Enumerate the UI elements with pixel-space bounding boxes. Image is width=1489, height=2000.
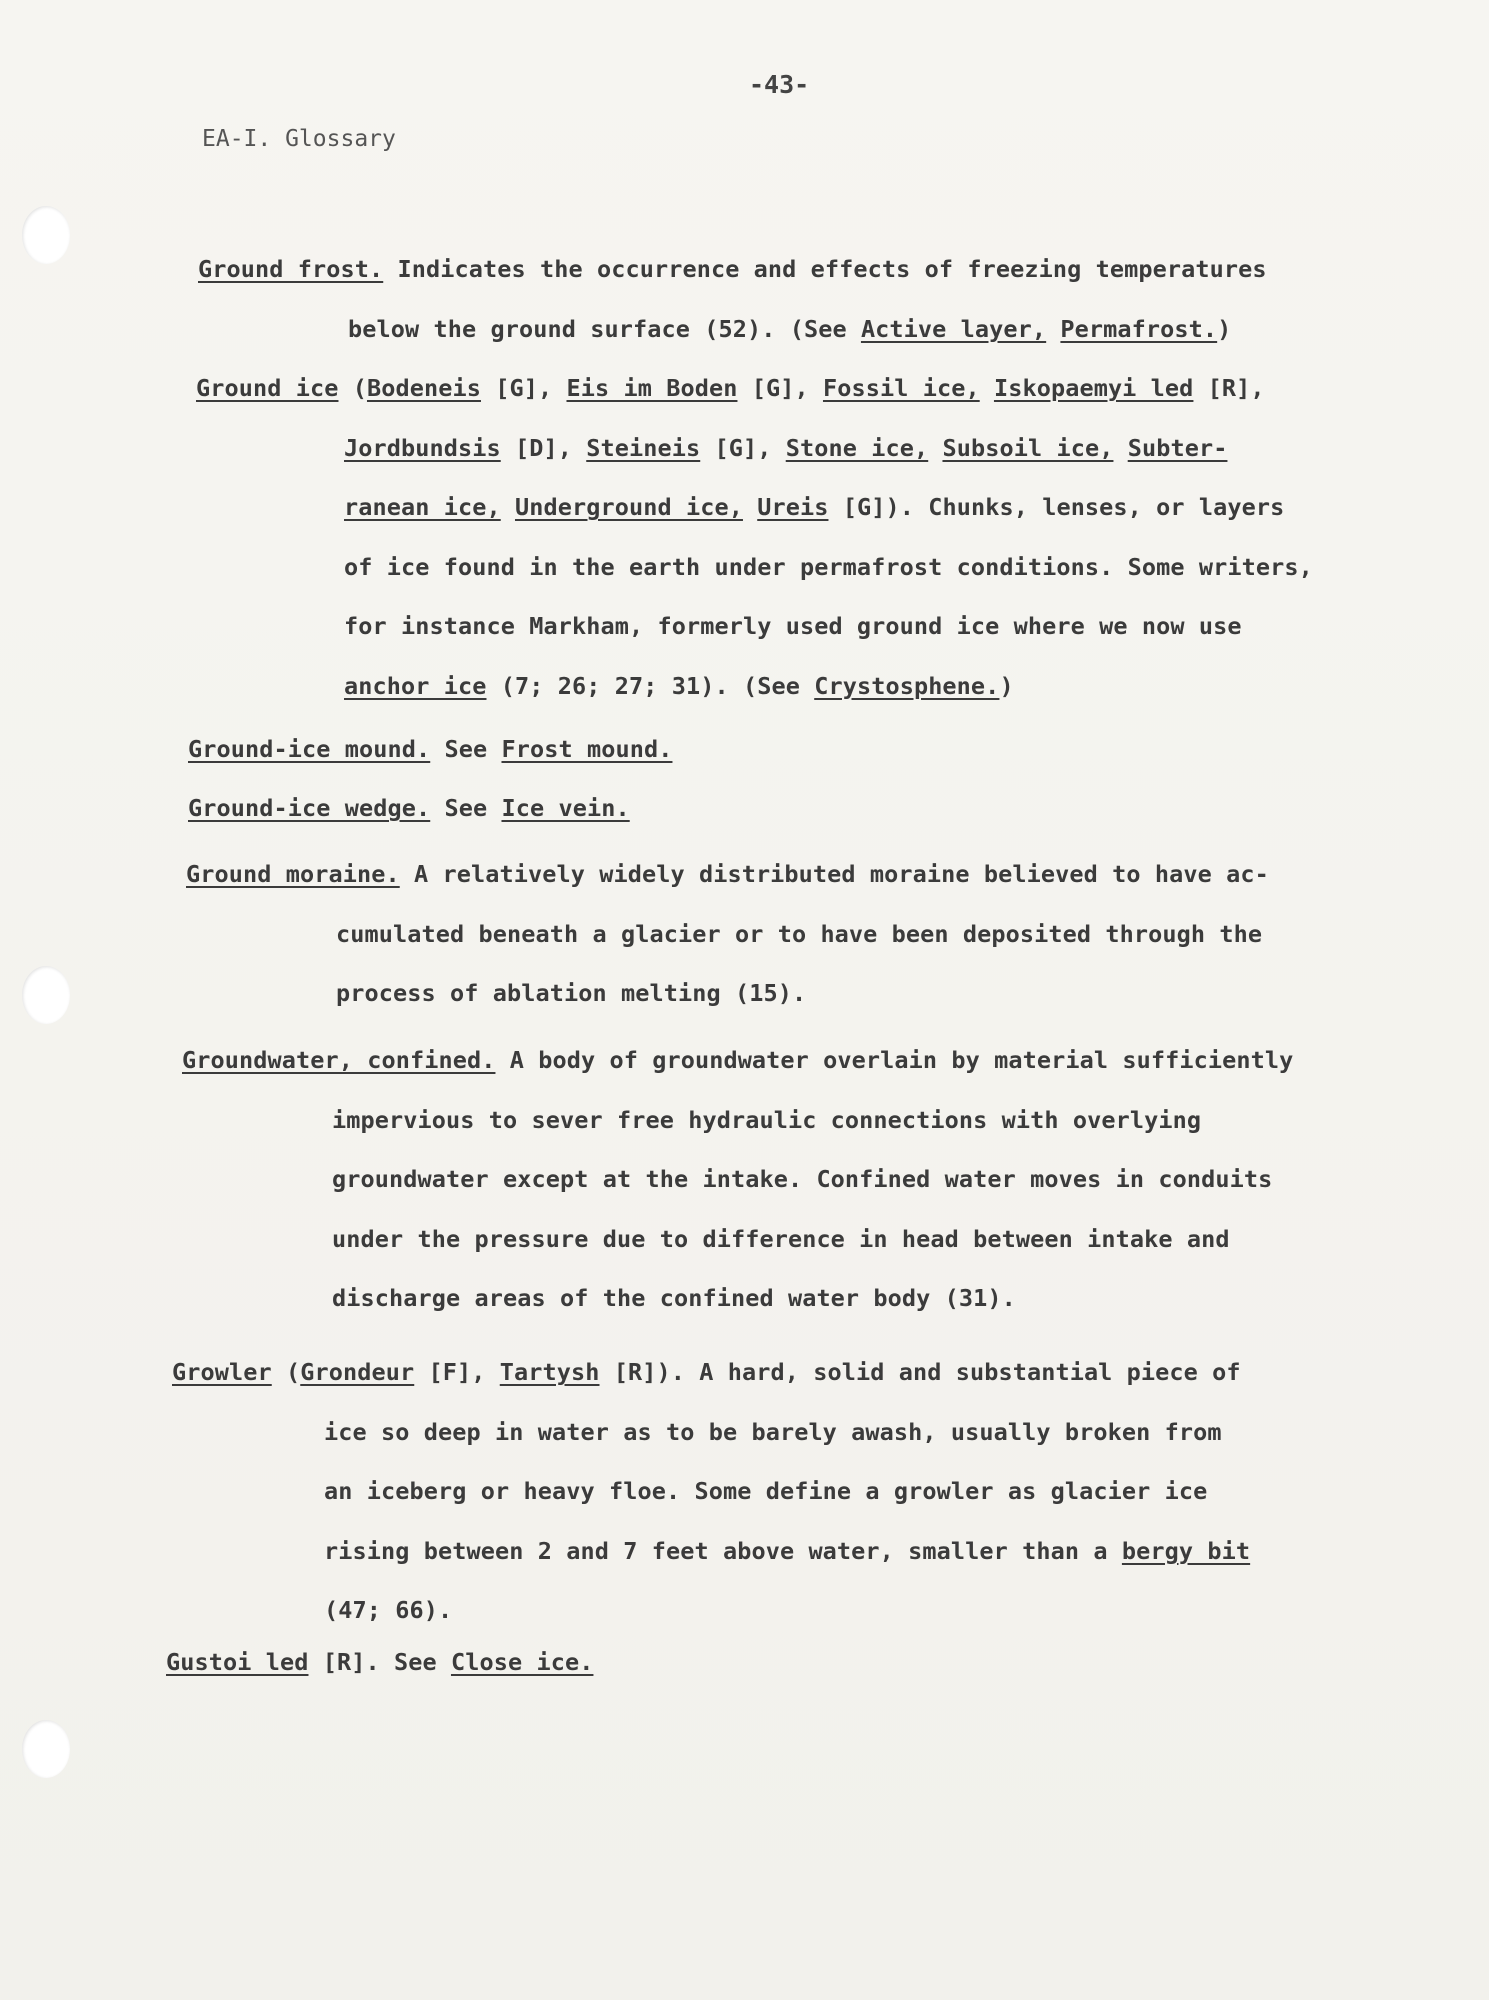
cross-reference: Subter- [1127, 433, 1228, 462]
entry-text: [G]). Chunks, lenses, or layers [828, 493, 1285, 521]
glossary-entry-ground-ice-mound [188, 720, 672, 780]
glossary-entry-ground-moraine [186, 845, 1269, 1024]
punch-hole [22, 206, 70, 264]
entry-term: Ground moraine. [186, 860, 400, 888]
entry-text: groundwater except at the intake. Confined water moves in conduits [332, 1165, 1273, 1193]
glossary-entry-gustoi-led [166, 1633, 593, 1693]
entry-line [198, 240, 1267, 300]
entry-text: an iceberg or heavy floe. Some define a growler as glacier ice [324, 1477, 1208, 1505]
section-header: EA-I. Glossary [202, 126, 396, 152]
entry-line [186, 905, 1269, 965]
entry-text: [D], [500, 433, 587, 462]
entry-line [172, 1343, 1250, 1403]
glossary-entry-groundwater-confined [182, 1031, 1293, 1329]
entry-text: Indicates the occurrence and effects of freezing temperatures [383, 255, 1267, 283]
entry-line [196, 597, 1313, 657]
entry-text: See [430, 735, 502, 763]
cross-reference: Jordbundsis [344, 433, 501, 462]
entry-text: ) [1217, 314, 1232, 343]
entry-term: Ground-ice mound. [188, 735, 431, 763]
cross-reference: Permafrost. [1060, 314, 1218, 343]
entry-term: Groundwater, confined. [182, 1046, 496, 1074]
entry-text: rising between 2 and 7 feet above water, smaller than a [324, 1536, 1122, 1565]
entry-line [188, 720, 672, 780]
entry-text: below the ground surface (52). (See [348, 314, 861, 343]
cross-reference: Ice vein. [501, 794, 630, 822]
entry-term: Gustoi led [166, 1648, 309, 1676]
entry-line [172, 1462, 1250, 1522]
entry-line [182, 1031, 1293, 1091]
punch-hole [22, 966, 70, 1024]
cross-reference: anchor ice [344, 671, 487, 700]
entry-text: for instance Markham, formerly used ground ice where we now use [344, 612, 1242, 640]
cross-reference: Steineis [586, 433, 701, 462]
entry-text: cumulated beneath a glacier or to have been deposited through the [336, 919, 1263, 948]
entry-line [186, 845, 1269, 905]
entry-text [743, 493, 757, 521]
entry-text: [F], [414, 1358, 500, 1386]
entry-line [172, 1581, 1250, 1641]
entry-term: Ground frost. [198, 255, 384, 283]
entry-line [196, 478, 1313, 538]
cross-reference: bergy bit [1121, 1536, 1251, 1565]
entry-text: ) [999, 671, 1014, 700]
glossary-entry-ground-ice-wedge [188, 779, 630, 839]
cross-reference: Crystosphene. [814, 671, 1000, 700]
entry-text: A body of groundwater overlain by material sufficiently [495, 1046, 1294, 1074]
entry-text [1046, 315, 1060, 343]
entry-text: [G], [700, 433, 786, 462]
entry-text: [R]). A hard, solid and substantial piece of [599, 1358, 1241, 1386]
punch-hole [22, 1720, 70, 1778]
entry-text: A relatively widely distributed moraine believed to have ac- [399, 860, 1269, 888]
entry-text [980, 374, 994, 402]
cross-reference: Stone ice, [785, 433, 929, 462]
cross-reference: Iskopaemyi led [993, 374, 1194, 402]
cross-reference: Grondeur [300, 1358, 415, 1386]
entry-text: [G], [737, 374, 823, 402]
entry-line [182, 1150, 1293, 1210]
cross-reference: Bodeneis [366, 374, 481, 402]
entry-line [172, 1403, 1250, 1463]
entry-term: Ground-ice wedge. [188, 794, 431, 822]
entry-term: Ground ice [196, 374, 339, 402]
entry-line [182, 1269, 1293, 1329]
entry-line [196, 359, 1313, 419]
cross-reference: Close ice. [450, 1648, 594, 1676]
entry-line [196, 419, 1313, 479]
glossary-entry-ground-ice [196, 359, 1313, 716]
entry-line [182, 1091, 1293, 1151]
entry-line [186, 964, 1269, 1024]
entry-text: (7; 26; 27; 31). (See [486, 671, 815, 700]
cross-reference: Fossil ice, [822, 374, 980, 402]
entry-text: [R], [1193, 374, 1265, 402]
cross-reference: Subsoil ice, [942, 433, 1114, 462]
entry-line [182, 1210, 1293, 1270]
entry-text: ( [271, 1358, 301, 1386]
entry-text [501, 493, 515, 521]
entry-text: (47; 66). [324, 1596, 453, 1624]
entry-line [166, 1633, 593, 1693]
cross-reference: ranean ice, [344, 493, 501, 521]
entry-text: [R]. See [308, 1648, 451, 1676]
entry-text: impervious to sever free hydraulic connections with overlying [332, 1105, 1202, 1134]
glossary-entry-ground-frost [198, 240, 1267, 359]
glossary-entry-growler [172, 1343, 1250, 1641]
entry-text: discharge areas of the confined water body (31). [332, 1284, 1016, 1312]
entry-term: Growler [172, 1358, 272, 1386]
cross-reference: Underground ice, [514, 493, 743, 521]
entry-line [196, 657, 1313, 717]
entry-line [188, 779, 630, 839]
cross-reference: Tartysh [499, 1358, 600, 1386]
cross-reference: Frost mound. [501, 735, 673, 763]
entry-text: [G], [480, 374, 567, 402]
cross-reference: Eis im Boden [566, 374, 738, 402]
entry-text [928, 434, 942, 462]
cross-reference: Ureis [757, 493, 829, 521]
entry-line [198, 300, 1267, 360]
entry-text: See [430, 794, 502, 822]
cross-reference: Active layer, [860, 314, 1047, 343]
page-number: -43- [749, 70, 810, 99]
entry-text: ( [338, 374, 367, 402]
entry-text: process of ablation melting (15). [336, 979, 807, 1007]
entry-text: ice so deep in water as to be barely awash, usually broken from [324, 1417, 1222, 1446]
entry-line [196, 538, 1313, 598]
entry-text: of ice found in the earth under permafrost conditions. Some writers, [344, 552, 1313, 581]
entry-text [1113, 434, 1127, 462]
entry-text: under the pressure due to difference in head between intake and [332, 1224, 1230, 1253]
entry-line [172, 1522, 1250, 1582]
